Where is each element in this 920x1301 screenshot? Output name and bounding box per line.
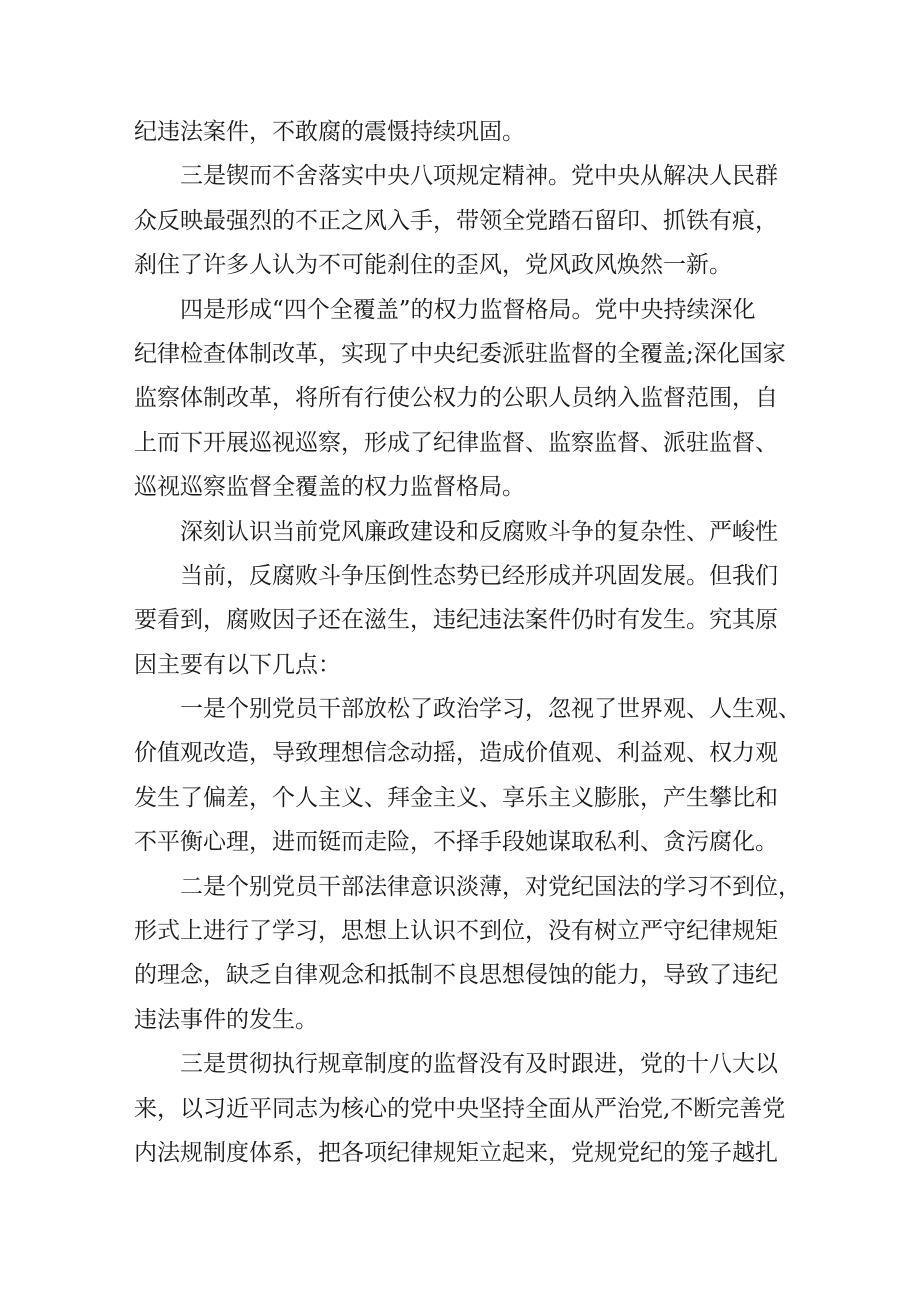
paragraph-first-line: 当前，反腐败斗争压倒性态势已经形成并巩固发展。但我们 <box>180 562 778 589</box>
text-line: 上而下开展巡视巡察，形成了纪律监督、监察监督、派驻监督、 <box>134 429 778 456</box>
text-line: 价值观改造，导致理想信念动摇，造成价值观、利益观、权力观 <box>134 740 778 767</box>
text-line: 因主要有以下几点： <box>134 651 341 678</box>
text-line: 刹住了许多人认为不可能刹住的歪风，党风政风焕然一新。 <box>134 252 732 279</box>
paragraph-first-line: 三是锲而不舍落实中央八项规定精神。党中央从解决人民群 <box>180 163 778 190</box>
paragraph-first-line: 二是个别党员干部法律意识淡薄，对党纪国法的学习不到位， <box>180 873 801 900</box>
text-line: 的理念，缺乏自律观念和抵制不良思想侵蚀的能力，导致了违纪 <box>134 962 778 989</box>
text-line: 来，以习近平同志为核心的党中央坚持全面从严治党,不断完善党 <box>134 1095 786 1122</box>
text-line: 要看到，腐败因子还在滋生，违纪违法案件仍时有发生。究其原 <box>134 607 778 634</box>
text-line: 违法事件的发生。 <box>134 1006 318 1033</box>
paragraph-first-line: 三是贯彻执行规章制度的监督没有及时跟进，党的十八大以 <box>180 1051 778 1078</box>
text-line: 巡视巡察监督全覆盖的权力监督格局。 <box>134 474 525 501</box>
paragraph-first-line: 一是个别党员干部放松了政治学习，忽视了世界观、人生观、 <box>180 696 801 723</box>
document-body <box>134 110 804 1175</box>
paragraph-first-line: 深刻认识当前党风廉政建设和反腐败斗争的复杂性、严峻性 <box>180 518 778 545</box>
text-line: 内法规制度体系，把各项纪律规矩立起来，党规党纪的笼子越扎 <box>134 1139 778 1166</box>
text-line: 形式上进行了学习，思想上认识不到位，没有树立严守纪律规矩 <box>134 918 778 945</box>
text-line: 众反映最强烈的不正之风入手，带领全党踏石留印、抓铁有痕， <box>134 207 778 234</box>
text-line: 纪律检查体制改革，实现了中央纪委派驻监督的全覆盖;深化国家 <box>134 340 786 367</box>
text-line: 纪违法案件，不敢腐的震慑持续巩固。 <box>134 119 525 145</box>
text-line: 不平衡心理，进而铤而走险，不择手段她谋取私利、贪污腐化。 <box>134 829 778 856</box>
text-line: 监察体制改革，将所有行使公权力的公职人员纳入监督范围，自 <box>134 385 778 412</box>
text-line: 发生了偏差，个人主义、拜金主义、享乐主义膨胀，产生攀比和 <box>134 784 778 811</box>
paragraph-first-line: 四是形成“四个全覆盖”的权力监督格局。党中央持续深化 <box>180 296 756 323</box>
